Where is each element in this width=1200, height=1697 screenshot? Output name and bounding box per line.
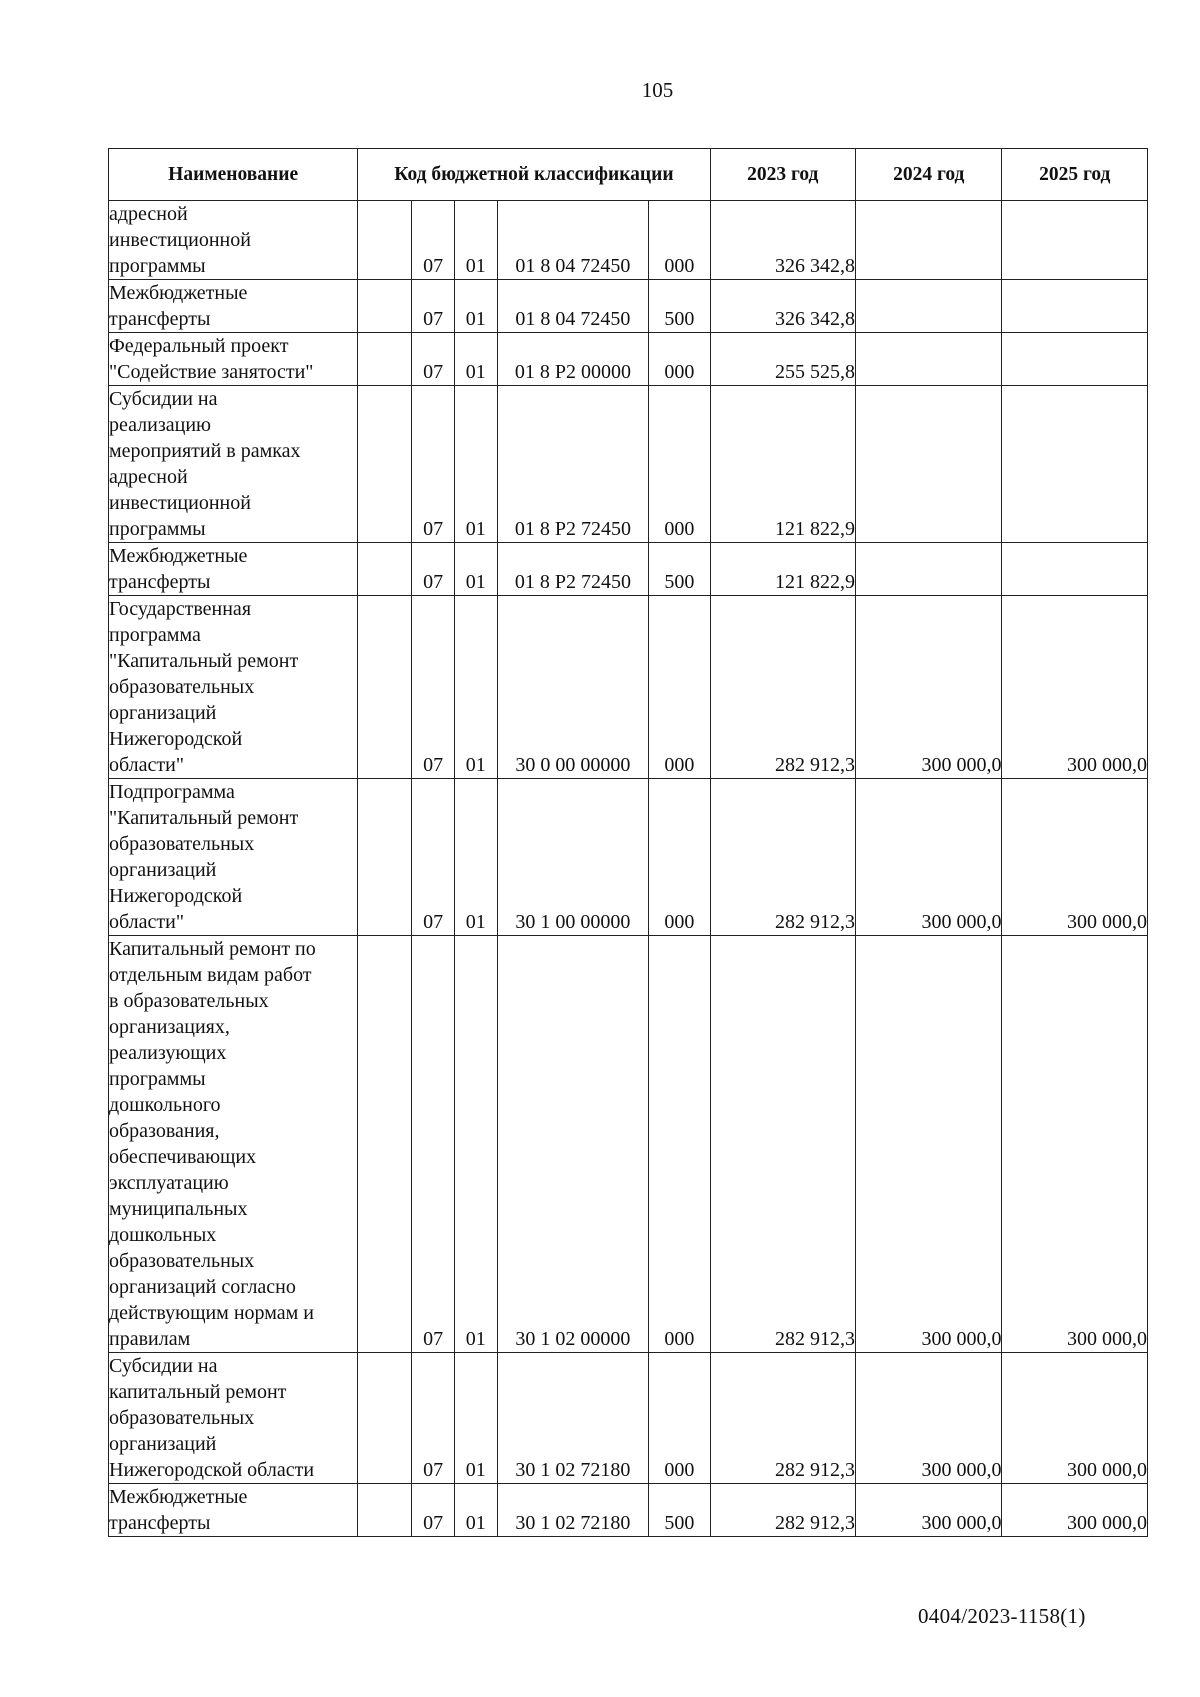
row-name: Субсидии на реализацию мероприятий в рамках адресной инвестиционной программы [109,386,358,543]
expense-type-code: 000 [649,596,710,779]
expense-type-code: 000 [649,386,710,543]
table-row [109,386,1148,543]
amount-2024: 300 000,0 [856,1484,1002,1537]
table-row [109,596,1148,779]
table-row [109,1484,1148,1537]
amount-2024: 300 000,0 [856,936,1002,1353]
table-row [109,1353,1148,1484]
row-name: Подпрограмма "Капитальный ремонт образовательных организаций Нижегородской области" [109,779,358,936]
subsection-code: 01 [454,201,497,280]
header-2024: 2024 год [856,149,1002,201]
expense-type-code: 500 [649,543,710,596]
amount-2024 [856,386,1002,543]
section-code: 07 [412,936,455,1353]
subsection-code: 01 [454,1484,497,1537]
document-number: 0404/2023-1158(1) [918,1604,1086,1628]
subsection-code: 01 [454,333,497,386]
amount-2024 [856,543,1002,596]
amount-2024: 300 000,0 [856,596,1002,779]
target-article-code: 30 1 00 00000 [497,779,649,936]
page-number: 105 [641,78,674,102]
target-article-code: 01 8 04 72450 [497,280,649,333]
blank-cell [358,386,412,543]
subsection-code: 01 [454,936,497,1353]
amount-2023: 282 912,3 [710,596,855,779]
amount-2025: 300 000,0 [1002,936,1148,1353]
subsection-code: 01 [454,280,497,333]
expense-type-code: 000 [649,779,710,936]
table-body [109,201,1148,1537]
subsection-code: 01 [454,596,497,779]
amount-2023: 282 912,3 [710,1484,855,1537]
blank-cell [358,543,412,596]
blank-cell [358,333,412,386]
amount-2023: 282 912,3 [710,1353,855,1484]
amount-2025: 300 000,0 [1002,596,1148,779]
amount-2024: 300 000,0 [856,779,1002,936]
blank-cell [358,596,412,779]
expense-type-code: 000 [649,1353,710,1484]
amount-2023: 121 822,9 [710,386,855,543]
subsection-code: 01 [454,1353,497,1484]
header-2025: 2025 год [1002,149,1148,201]
amount-2023: 121 822,9 [710,543,855,596]
blank-cell [358,201,412,280]
amount-2025 [1002,201,1148,280]
blank-cell [358,936,412,1353]
row-name: адресной инвестиционной программы [109,201,358,280]
row-name: Межбюджетные трансферты [109,543,358,596]
amount-2025 [1002,543,1148,596]
amount-2023: 282 912,3 [710,779,855,936]
target-article-code: 30 1 02 72180 [497,1353,649,1484]
target-article-code: 01 8 04 72450 [497,201,649,280]
amount-2025 [1002,280,1148,333]
section-code: 07 [412,779,455,936]
row-name: Государственная программа "Капитальный ремонт образовательных организаций Нижегородской области" [109,596,358,779]
budget-table [108,148,1148,1537]
blank-cell [358,280,412,333]
row-name: Федеральный проект "Содействие занятости" [109,333,358,386]
amount-2024 [856,280,1002,333]
amount-2024 [856,201,1002,280]
table-row [109,936,1148,1353]
target-article-code: 01 8 P2 72450 [497,543,649,596]
header-name: Наименование [109,149,358,201]
target-article-code: 30 1 02 00000 [497,936,649,1353]
amount-2025 [1002,386,1148,543]
amount-2023: 255 525,8 [710,333,855,386]
target-article-code: 01 8 P2 00000 [497,333,649,386]
subsection-code: 01 [454,779,497,936]
amount-2023: 326 342,8 [710,280,855,333]
target-article-code: 30 0 00 00000 [497,596,649,779]
expense-type-code: 000 [649,201,710,280]
section-code: 07 [412,280,455,333]
row-name: Межбюджетные трансферты [109,1484,358,1537]
table-row [109,543,1148,596]
header-2023: 2023 год [710,149,855,201]
target-article-code: 30 1 02 72180 [497,1484,649,1537]
amount-2023: 326 342,8 [710,201,855,280]
expense-type-code: 000 [649,936,710,1353]
row-name: Субсидии на капитальный ремонт образовательных организаций Нижегородской области [109,1353,358,1484]
table-header-row [109,149,1148,201]
expense-type-code: 500 [649,280,710,333]
amount-2024 [856,333,1002,386]
amount-2025: 300 000,0 [1002,1484,1148,1537]
table-row [109,779,1148,936]
section-code: 07 [412,333,455,386]
section-code: 07 [412,1484,455,1537]
expense-type-code: 500 [649,1484,710,1537]
target-article-code: 01 8 P2 72450 [497,386,649,543]
blank-cell [358,779,412,936]
section-code: 07 [412,596,455,779]
subsection-code: 01 [454,543,497,596]
section-code: 07 [412,386,455,543]
row-name: Межбюджетные трансферты [109,280,358,333]
blank-cell [358,1484,412,1537]
amount-2024: 300 000,0 [856,1353,1002,1484]
header-code: Код бюджетной классификации [358,149,710,201]
subsection-code: 01 [454,386,497,543]
row-name: Капитальный ремонт по отдельным видам работ в образовательных организациях, реализующих программы дошкольного образования, обеспечивающих эксплуатацию муниципальных дошкольных образовательных организаций согласно действующим нормам и правилам [109,936,358,1353]
amount-2023: 282 912,3 [710,936,855,1353]
table-row [109,201,1148,280]
table-row [109,280,1148,333]
amount-2025 [1002,333,1148,386]
section-code: 07 [412,543,455,596]
expense-type-code: 000 [649,333,710,386]
section-code: 07 [412,1353,455,1484]
section-code: 07 [412,201,455,280]
table-row [109,333,1148,386]
amount-2025: 300 000,0 [1002,1353,1148,1484]
amount-2025: 300 000,0 [1002,779,1148,936]
blank-cell [358,1353,412,1484]
